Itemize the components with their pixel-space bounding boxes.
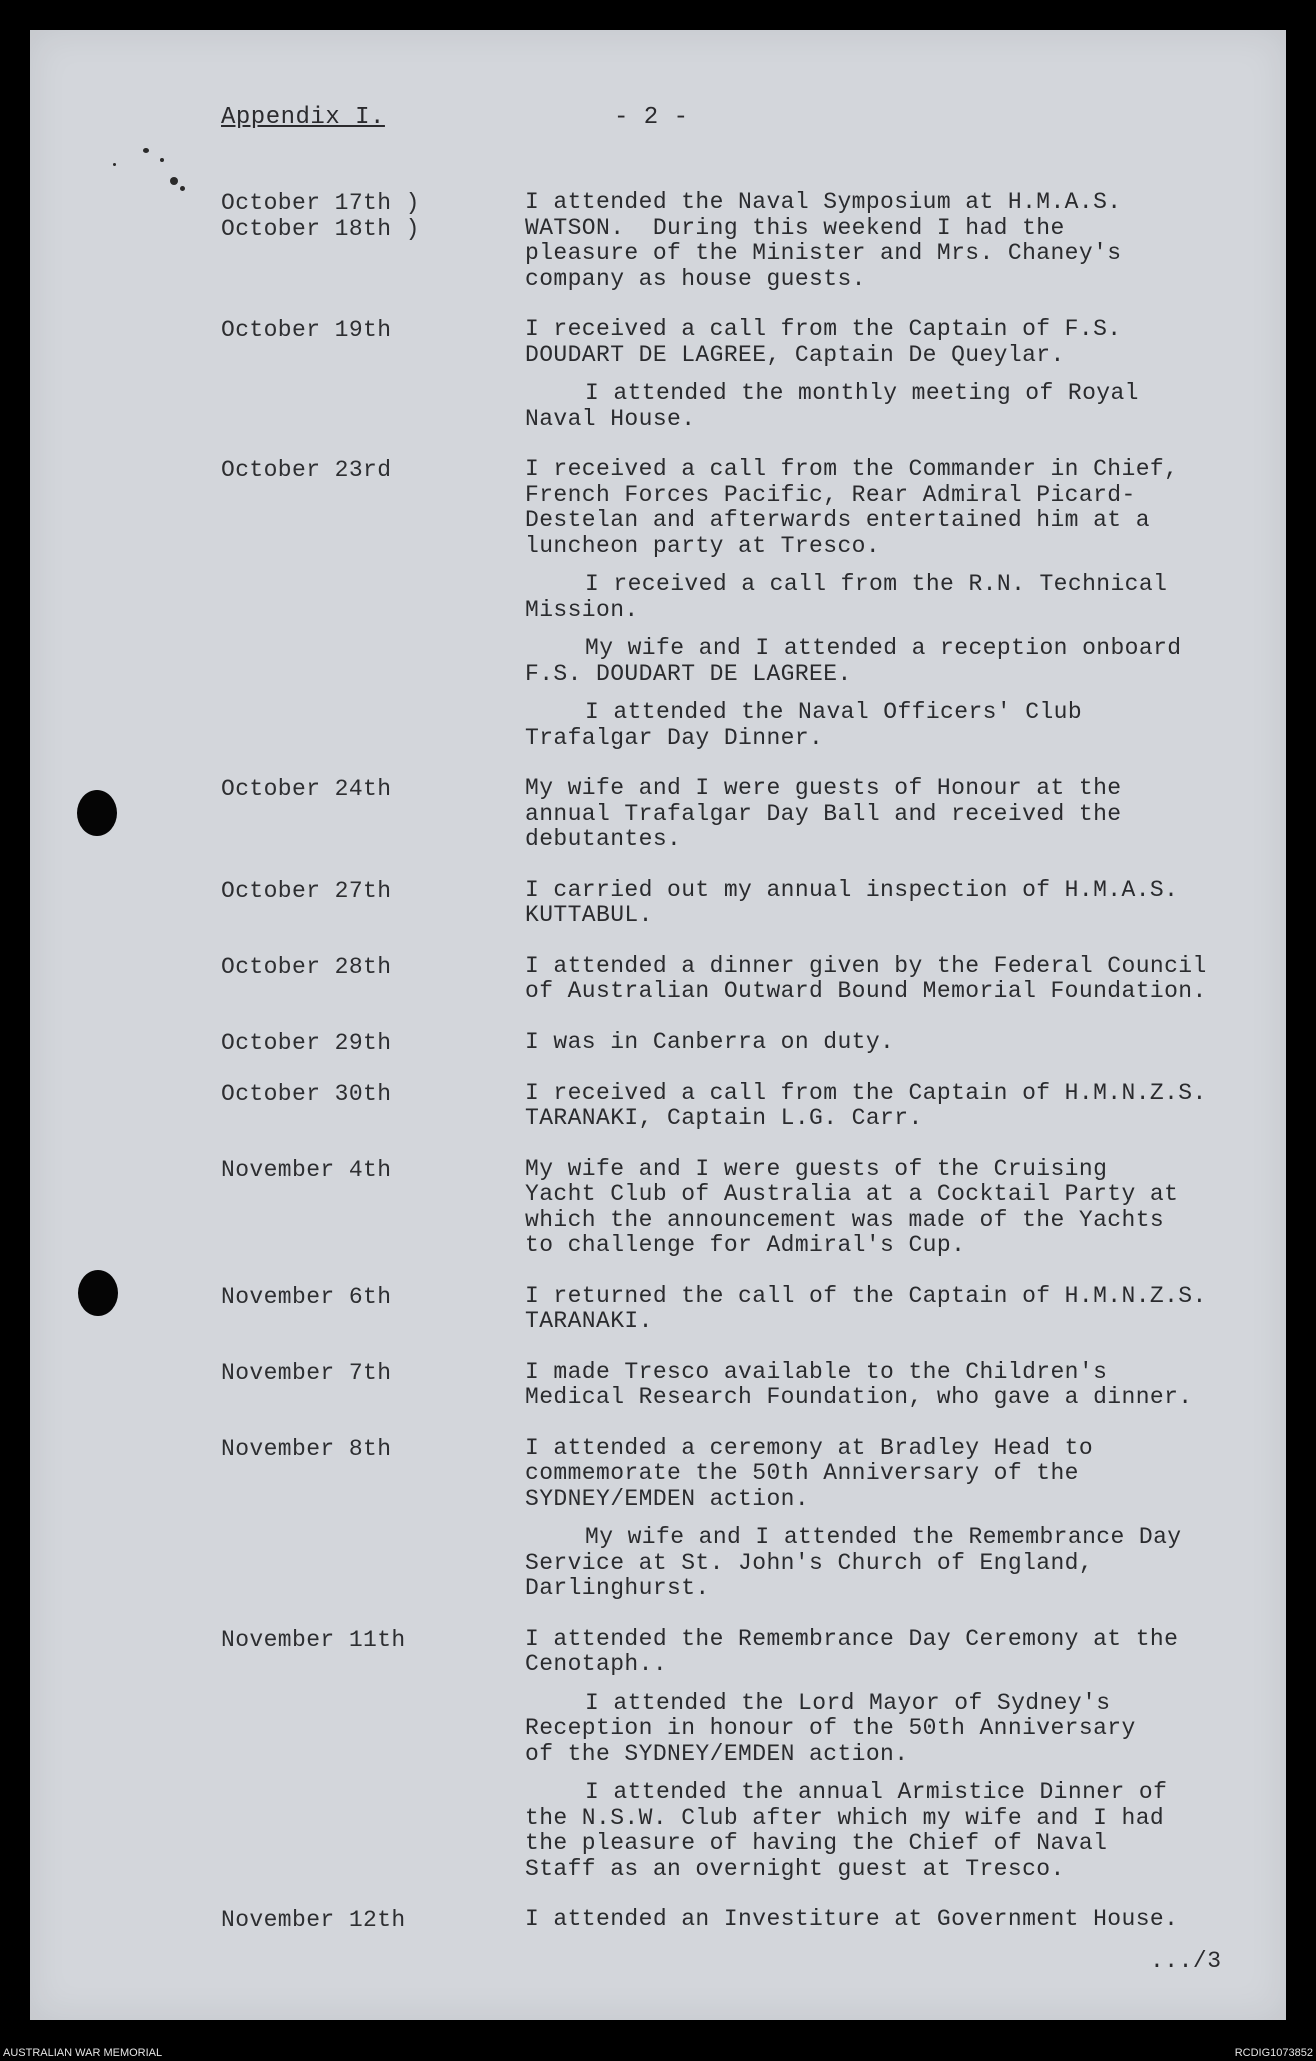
entry-body — [525, 954, 1271, 1005]
entry-date: November 8th — [221, 1435, 392, 1462]
entry-date: October 29th — [221, 1029, 392, 1056]
diary-entry — [221, 1157, 1271, 1259]
entry-paragraph: I attended an Investiture at Government House. — [525, 1906, 1179, 1932]
speck-mark — [143, 148, 149, 153]
diary-entry — [221, 1284, 1271, 1335]
entry-paragraph: I attended the monthly meeting of Royal Naval House. — [525, 380, 1139, 432]
entry-body — [525, 776, 1271, 853]
entry-paragraph: My wife and I attended a reception onboard F.S. DOUDART DE LAGREE. — [525, 635, 1182, 687]
punch-hole-upper — [77, 790, 117, 836]
entry-paragraph: I made Tresco available to the Children's Medical Research Foundation, who gave a dinner. — [525, 1358, 1193, 1410]
diary-entry — [221, 457, 1271, 751]
entry-paragraph: I attended the Naval Symposium at H.M.A.S. WATSON. During this weekend I had the pleasure of the Minister and Mrs. Chaney's company as house guests. — [525, 189, 1122, 292]
archive-caption: AUSTRALIAN WAR MEMORIAL — [3, 2047, 163, 2059]
entry-body — [525, 1360, 1271, 1411]
entry-date: October 23rd — [221, 457, 392, 483]
entry-paragraph: I received a call from the Commander in Chief, French Forces Pacific, Rear Admiral Picard- Destelan and afterwards entertained him at a luncheon party at Tresco. — [525, 456, 1179, 559]
document-page — [30, 30, 1286, 2020]
diary-entry — [221, 878, 1271, 929]
punch-hole-lower — [78, 1270, 118, 1316]
diary-entry — [221, 1081, 1271, 1132]
entry-paragraph: My wife and I were guests of Honour at the annual Trafalgar Day Ball and received the debutantes. — [525, 775, 1122, 852]
entry-paragraph: I attended the Naval Officers' Club Trafalgar Day Dinner. — [525, 699, 1083, 751]
diary-entry — [221, 190, 1271, 292]
entry-date: October 24th — [221, 776, 392, 802]
entry-body — [525, 1627, 1271, 1883]
entry-paragraph: I attended the Lord Mayor of Sydney's Reception in honour of the 50th Anniversary of the SYDNEY/EMDEN action. — [525, 1689, 1136, 1767]
diary-entry — [221, 1907, 1271, 1933]
record-id-caption: RCDIG1073852 — [1234, 2047, 1313, 2059]
entry-date: October 19th — [221, 317, 392, 343]
entry-date: October 17th ) October 18th ) — [221, 190, 420, 242]
entry-body — [525, 190, 1271, 292]
diary-entries — [221, 190, 1271, 1958]
entry-date: October 28th — [221, 953, 392, 980]
entry-date: November 4th — [221, 1156, 392, 1183]
entry-body — [525, 1907, 1271, 1933]
entry-paragraph: I attended the Remembrance Day Ceremony at the Cenotaph.. — [525, 1625, 1179, 1677]
page-number: - 2 - — [614, 104, 689, 131]
entry-paragraph: I attended a ceremony at Bradley Head to commemorate the 50th Anniversary of the SYDNEY/EMDEN action. — [525, 1434, 1094, 1512]
speck-mark — [180, 186, 185, 191]
entry-paragraph: I received a call from the Captain of F.S. DOUDART DE LAGREE, Captain De Queylar. — [525, 316, 1122, 368]
entry-date: November 11th — [221, 1626, 406, 1653]
entry-paragraph: My wife and I were guests of the Cruising Yacht Club of Australia at a Cocktail Party at which the announcement was made of the Yachts to challenge for Admiral's Cup. — [525, 1155, 1179, 1258]
diary-entry — [221, 954, 1271, 1005]
diary-entry — [221, 1030, 1271, 1056]
speck-mark — [170, 177, 178, 185]
entry-paragraph: I was in Canberra on duty. — [525, 1028, 895, 1055]
entry-body — [525, 457, 1271, 751]
entry-date: November 12th — [221, 1907, 406, 1933]
entry-body — [525, 1081, 1271, 1132]
speck-mark — [113, 163, 116, 166]
diary-entry — [221, 1360, 1271, 1411]
entry-paragraph: I received a call from the R.N. Technical Mission. — [525, 571, 1168, 623]
continuation-marker: .../3 — [1150, 1948, 1222, 1974]
entry-date: November 6th — [221, 1283, 392, 1310]
entry-date: October 27th — [221, 877, 392, 904]
entry-paragraph: I carried out my annual inspection of H.M.A.S. KUTTABUL. — [525, 876, 1179, 928]
entry-body — [525, 1030, 1271, 1056]
diary-entry — [221, 317, 1271, 432]
entry-body — [525, 1436, 1271, 1602]
entry-body — [525, 1157, 1271, 1259]
entry-date: November 7th — [221, 1359, 392, 1386]
entry-body — [525, 1284, 1271, 1335]
entry-paragraph: I received a call from the Captain of H.M.N.Z.S. TARANAKI, Captain L.G. Carr. — [525, 1079, 1207, 1131]
entry-date: October 30th — [221, 1080, 392, 1107]
entry-body — [525, 317, 1271, 432]
entry-paragraph: My wife and I attended the Remembrance Day Service at St. John's Church of England, Darlinghurst. — [525, 1524, 1182, 1601]
diary-entry — [221, 1436, 1271, 1602]
speck-mark — [160, 158, 164, 162]
entry-paragraph: I attended the annual Armistice Dinner of the N.S.W. Club after which my wife and I had the pleasure of having the Chief of Naval Staff as an overnight guest at Tresco. — [525, 1779, 1168, 1882]
entry-body — [525, 878, 1271, 929]
entry-paragraph: I attended a dinner given by the Federal Council of Australian Outward Bound Memorial Foundation. — [525, 952, 1207, 1004]
diary-entry — [221, 776, 1271, 853]
diary-entry — [221, 1627, 1271, 1883]
entry-paragraph: I returned the call of the Captain of H.M.N.Z.S. TARANAKI. — [525, 1282, 1207, 1334]
appendix-heading: Appendix I. — [221, 104, 385, 131]
